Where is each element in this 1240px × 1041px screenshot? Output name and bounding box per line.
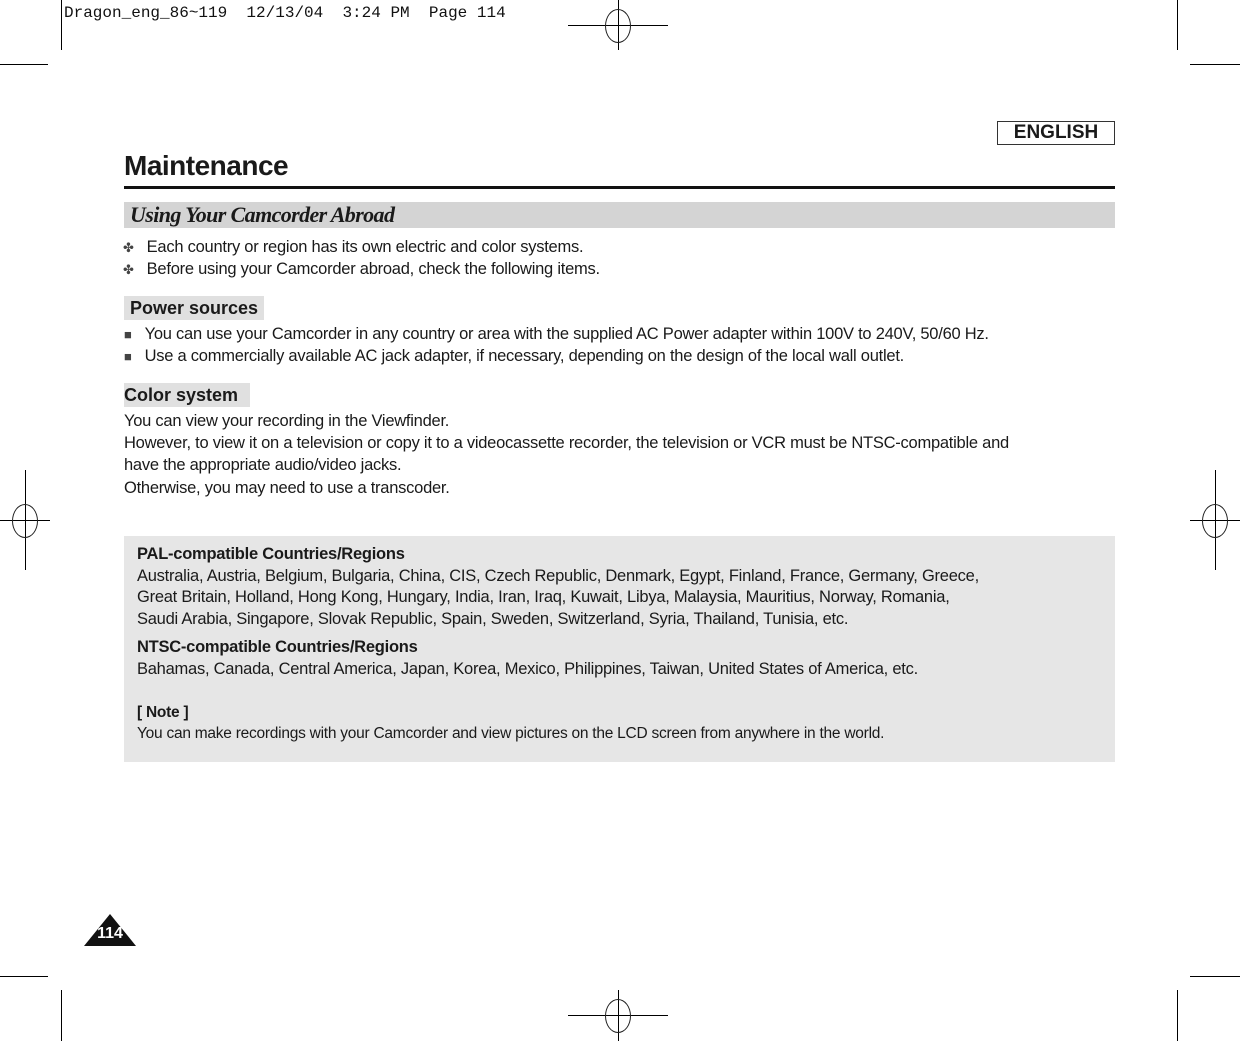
print-slug: Dragon_eng_86~119 12/13/04 3:24 PM Page 114 [64,4,506,22]
crop-mark [1177,0,1178,50]
section-title: Using Your Camcorder Abroad [130,202,395,227]
pal-countries: Saudi Arabia, Singapore, Slovak Republic, Spain, Sweden, Switzerland, Syria, Thailand, Tunisia, etc. [137,610,849,628]
crop-mark [61,0,62,50]
power-item: ■ You can use your Camcorder in any country or area with the supplied AC Power adapter within 100V to 240V, 50/60 Hz. [124,325,989,343]
crop-mark [0,976,48,977]
bullet-icon: ✤ [123,240,134,255]
intro-item: ✤ Before using your Camcorder abroad, check the following items. [123,260,600,278]
color-text: You can view your recording in the Viewfinder. [124,412,450,430]
crop-mark [61,990,62,1041]
color-text: However, to view it on a television or copy it to a videocassette recorder, the television or VCR must be NTSC-compatible and [124,434,1009,452]
crop-mark [0,64,48,65]
color-text: Otherwise, you may need to use a transcoder. [124,479,450,497]
pal-countries: Australia, Austria, Belgium, Bulgaria, China, CIS, Czech Republic, Denmark, Egypt, Finland, France, Germany, Greece, [137,567,979,585]
crop-mark [1177,990,1178,1041]
country-info-box [124,536,1115,762]
power-item: ■ Use a commercially available AC jack adapter, if necessary, depending on the design of the local wall outlet. [124,347,905,365]
title-rule [124,186,1115,189]
crop-mark [1190,976,1240,977]
bullet-icon: ✤ [123,262,134,277]
language-label: ENGLISH [997,121,1115,145]
page-title: Maintenance [124,150,289,181]
color-system-heading: Color system [124,383,250,407]
crop-mark [1190,64,1240,65]
square-bullet-icon: ■ [124,327,132,342]
section-header [124,202,1115,228]
square-bullet-icon: ■ [124,349,132,364]
pal-countries: Great Britain, Holland, Hong Kong, Hungary, India, Iran, Iraq, Kuwait, Libya, Malaysia, Mauritius, Norway, Romania, [137,588,950,606]
page-number: 114 [97,925,123,942]
note-heading: [ Note ] [137,704,189,721]
pal-heading: PAL-compatible Countries/Regions [137,545,405,563]
power-sources-heading: Power sources [124,296,264,320]
color-text: have the appropriate audio/video jacks. [124,456,402,474]
ntsc-countries: Bahamas, Canada, Central America, Japan, Korea, Mexico, Philippines, Taiwan, United States of America, etc. [137,660,918,678]
intro-item: ✤ Each country or region has its own electric and color systems. [123,238,584,256]
ntsc-heading: NTSC-compatible Countries/Regions [137,638,418,656]
note-text: You can make recordings with your Camcorder and view pictures on the LCD screen from anywhere in the world. [137,725,885,742]
